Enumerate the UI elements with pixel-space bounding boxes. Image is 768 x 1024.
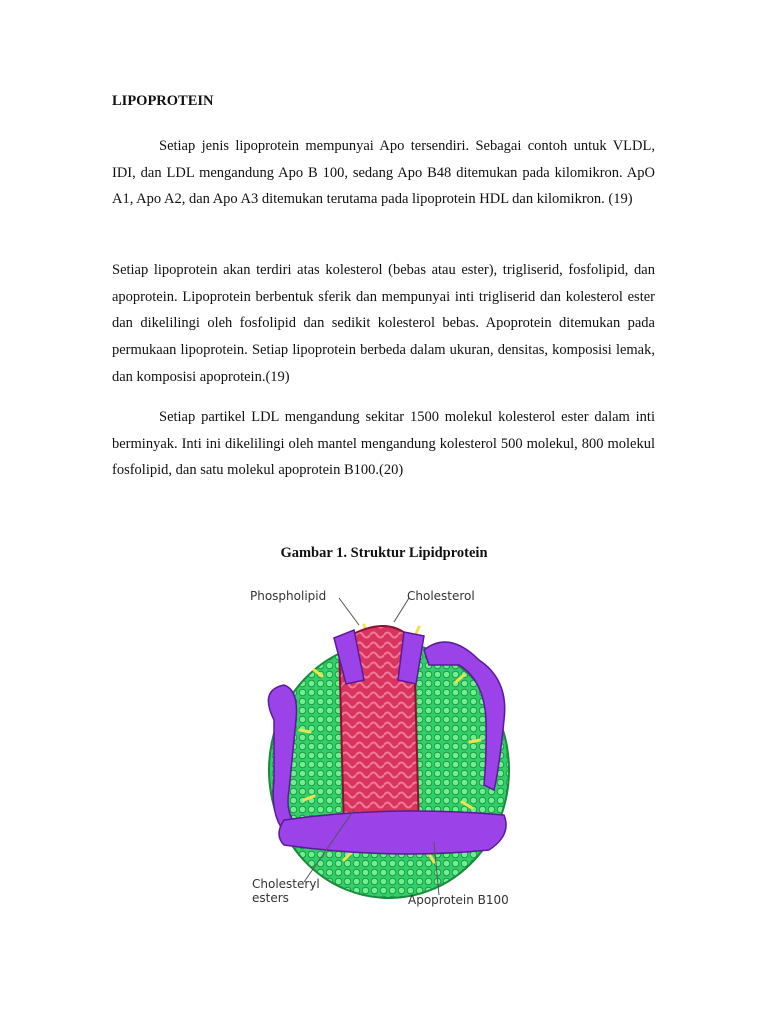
paragraph-2: Setiap lipoprotein akan terdiri atas kolesterol (bebas atau ester), trigliserid, fosfolipid, dan apoprotein. Lipoprotein berbentuk sferik dan mempunyai inti trigliserid dan kolesterol ester dan dikelilingi oleh fosfolipid dan sedikit kolesterol bebas. Apoprotein ditemukan pada permukaan lipoprotein. Setiap lipoprotein berbeda dalam ukuran, densitas, komposisi lemak, dan komposisi apoprotein.(19) bbox=[112, 262, 655, 385]
label-apoprotein-b100: Apoprotein B100 bbox=[408, 893, 509, 907]
lipoprotein-structure-figure bbox=[244, 580, 534, 912]
figure-caption: Gambar 1. Struktur Lipidprotein bbox=[280, 545, 488, 561]
lipoprotein-diagram bbox=[244, 580, 534, 912]
paragraph-3: Setiap partikel LDL mengandung sekitar 1500 molekul kolesterol ester dalam inti berminyak. Inti ini dikelilingi oleh mantel mengandung kolesterol 500 molekul, 800 molekul fosfolipid, dan satu molekul apoprotein B100.(20) bbox=[112, 409, 655, 479]
label-cholesterol: Cholesterol bbox=[407, 589, 475, 603]
label-cholesteryl-esters: Cholesteryl esters bbox=[252, 877, 320, 905]
paragraph-1: Setiap jenis lipoprotein mempunyai Apo tersendiri. Sebagai contoh untuk VLDL, IDI, dan LDL mengandung Apo B 100, sedang Apo B48 ditemukan pada kilomikron. ApO A1, Apo A2, dan Apo A3 ditemukan terutama pada lipoprotein HDL dan kilomikron. (19) bbox=[112, 138, 655, 208]
document-heading: LIPOPROTEIN bbox=[112, 93, 214, 109]
label-phospholipid: Phospholipid bbox=[250, 589, 327, 603]
